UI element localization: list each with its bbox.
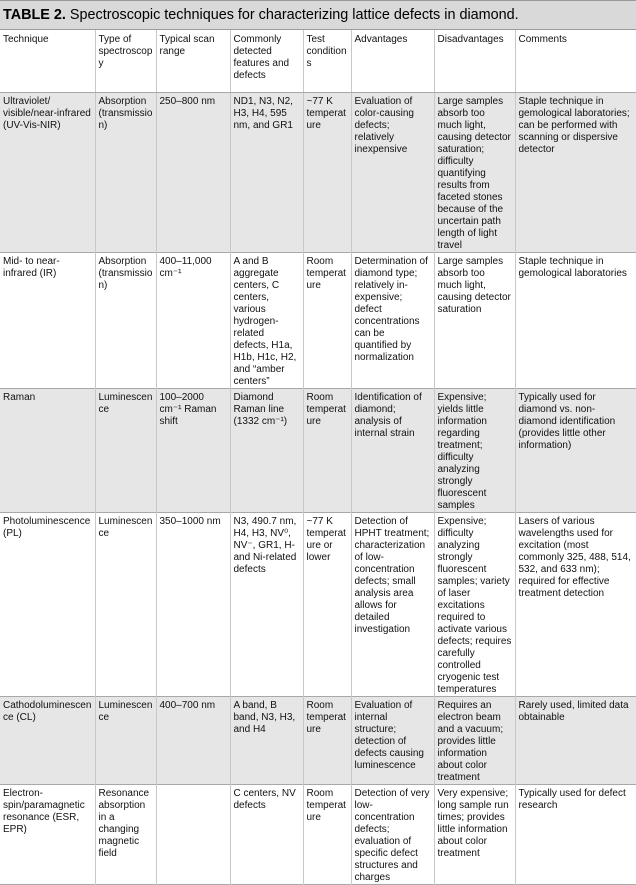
cell-comments: Typically used for diamond vs. non-diamond identification (provides little other information): [515, 388, 636, 512]
table-row: [0, 92, 636, 252]
spectroscopy-table: [0, 30, 636, 885]
column-header-type: Type of spectroscopy: [95, 30, 156, 92]
cell-type: Resonance absorption in a changing magnetic field: [95, 784, 156, 884]
cell-advantages: Evaluation of color-causing defects; relatively inexpensive: [351, 92, 434, 252]
cell-comments: Rarely used, limited data obtainable: [515, 696, 636, 784]
cell-features: ND1, N3, N2, H3, H4, 595 nm, and GR1: [230, 92, 303, 252]
table-row: [0, 696, 636, 784]
cell-type: Luminescence: [95, 388, 156, 512]
table-label: TABLE 2.: [3, 7, 66, 23]
cell-advantages: Determination of diamond type; relatively in-expensive; defect concentrations can be quantified by normalization: [351, 252, 434, 388]
cell-features: A band, B band, N3, H3, and H4: [230, 696, 303, 784]
column-header-advantages: Advantages: [351, 30, 434, 92]
cell-type: Absorption (transmission): [95, 252, 156, 388]
cell-technique: Electron-spin/paramagnetic resonance (ESR, EPR): [0, 784, 95, 884]
cell-conditions: ~77 K temperature: [303, 92, 351, 252]
cell-advantages: Detection of HPHT treatment; characterization of low-concentration defects; small analysis area allows for detailed investigation: [351, 512, 434, 696]
column-header-features: Commonly detected features and defects: [230, 30, 303, 92]
column-header-range: Typical scan range: [156, 30, 230, 92]
cell-technique: Mid- to near-infrared (IR): [0, 252, 95, 388]
cell-type: Luminescence: [95, 512, 156, 696]
cell-conditions: Room temperature: [303, 388, 351, 512]
cell-advantages: Identification of diamond; analysis of internal strain: [351, 388, 434, 512]
cell-disadvantages: Expensive; difficulty analyzing strongly fluorescent samples; variety of laser excitations required to activate various defects; requires carefully controlled cryogenic test temperatures: [434, 512, 515, 696]
table-row: [0, 512, 636, 696]
cell-conditions: Room temperature: [303, 784, 351, 884]
column-header-disadvantages: Disadvantages: [434, 30, 515, 92]
cell-range: [156, 784, 230, 884]
cell-range: 400–11,000 cm⁻¹: [156, 252, 230, 388]
column-header-technique: Technique: [0, 30, 95, 92]
cell-disadvantages: Requires an electron beam and a vacuum; provides little information about color treatment: [434, 696, 515, 784]
table-caption: [0, 0, 636, 30]
table-row: [0, 388, 636, 512]
cell-conditions: ~77 K temperature or lower: [303, 512, 351, 696]
cell-range: 400–700 nm: [156, 696, 230, 784]
cell-type: Luminescence: [95, 696, 156, 784]
cell-comments: Lasers of various wavelengths used for excitation (most commonly 325, 488, 514, 532, and 633 nm); required for effective treatment detection: [515, 512, 636, 696]
cell-advantages: Evaluation of internal structure; detection of defects causing luminescence: [351, 696, 434, 784]
cell-range: 250–800 nm: [156, 92, 230, 252]
cell-technique: Cathodoluminescence (CL): [0, 696, 95, 784]
cell-advantages: Detection of very low-concentration defects; evaluation of specific defect structures and charges: [351, 784, 434, 884]
cell-comments: Staple technique in gemological laboratories; can be performed with scanning or dispersive detector: [515, 92, 636, 252]
column-header-comments: Comments: [515, 30, 636, 92]
cell-disadvantages: Large samples absorb too much light, causing detector saturation; difficulty quantifying results from faceted stones because of the uncertain path length of light travel: [434, 92, 515, 252]
cell-technique: Raman: [0, 388, 95, 512]
cell-features: N3, 490.7 nm, H4, H3, NV⁰, NV⁻, GR1, H-and Ni-related defects: [230, 512, 303, 696]
cell-technique: Photoluminescence (PL): [0, 512, 95, 696]
cell-conditions: Room temperature: [303, 696, 351, 784]
cell-features: A and B aggregate centers, C centers, various hydrogen-related defects, H1a, H1b, H1c, H2, and “amber centers”: [230, 252, 303, 388]
cell-comments: Typically used for defect research: [515, 784, 636, 884]
cell-disadvantages: Large samples absorb too much light, causing detector saturation: [434, 252, 515, 388]
cell-conditions: Room temperature: [303, 252, 351, 388]
table-row: [0, 252, 636, 388]
cell-features: C centers, NV defects: [230, 784, 303, 884]
header-row: [0, 30, 636, 92]
cell-range: 100–2000 cm⁻¹ Raman shift: [156, 388, 230, 512]
cell-comments: Staple technique in gemological laboratories: [515, 252, 636, 388]
table-row: [0, 784, 636, 884]
cell-disadvantages: Expensive; yields little information regarding treatment; difficulty analyzing strongly fluorescent samples: [434, 388, 515, 512]
cell-range: 350–1000 nm: [156, 512, 230, 696]
column-header-conditions: Test conditions: [303, 30, 351, 92]
cell-technique: Ultraviolet/ visible/near-infrared (UV-Vis-NIR): [0, 92, 95, 252]
cell-disadvantages: Very expensive; long sample run times; provides little information about color treatment: [434, 784, 515, 884]
cell-type: Absorption (transmission): [95, 92, 156, 252]
cell-features: Diamond Raman line (1332 cm⁻¹): [230, 388, 303, 512]
table-title: Spectroscopic techniques for characterizing lattice defects in diamond.: [69, 7, 519, 23]
